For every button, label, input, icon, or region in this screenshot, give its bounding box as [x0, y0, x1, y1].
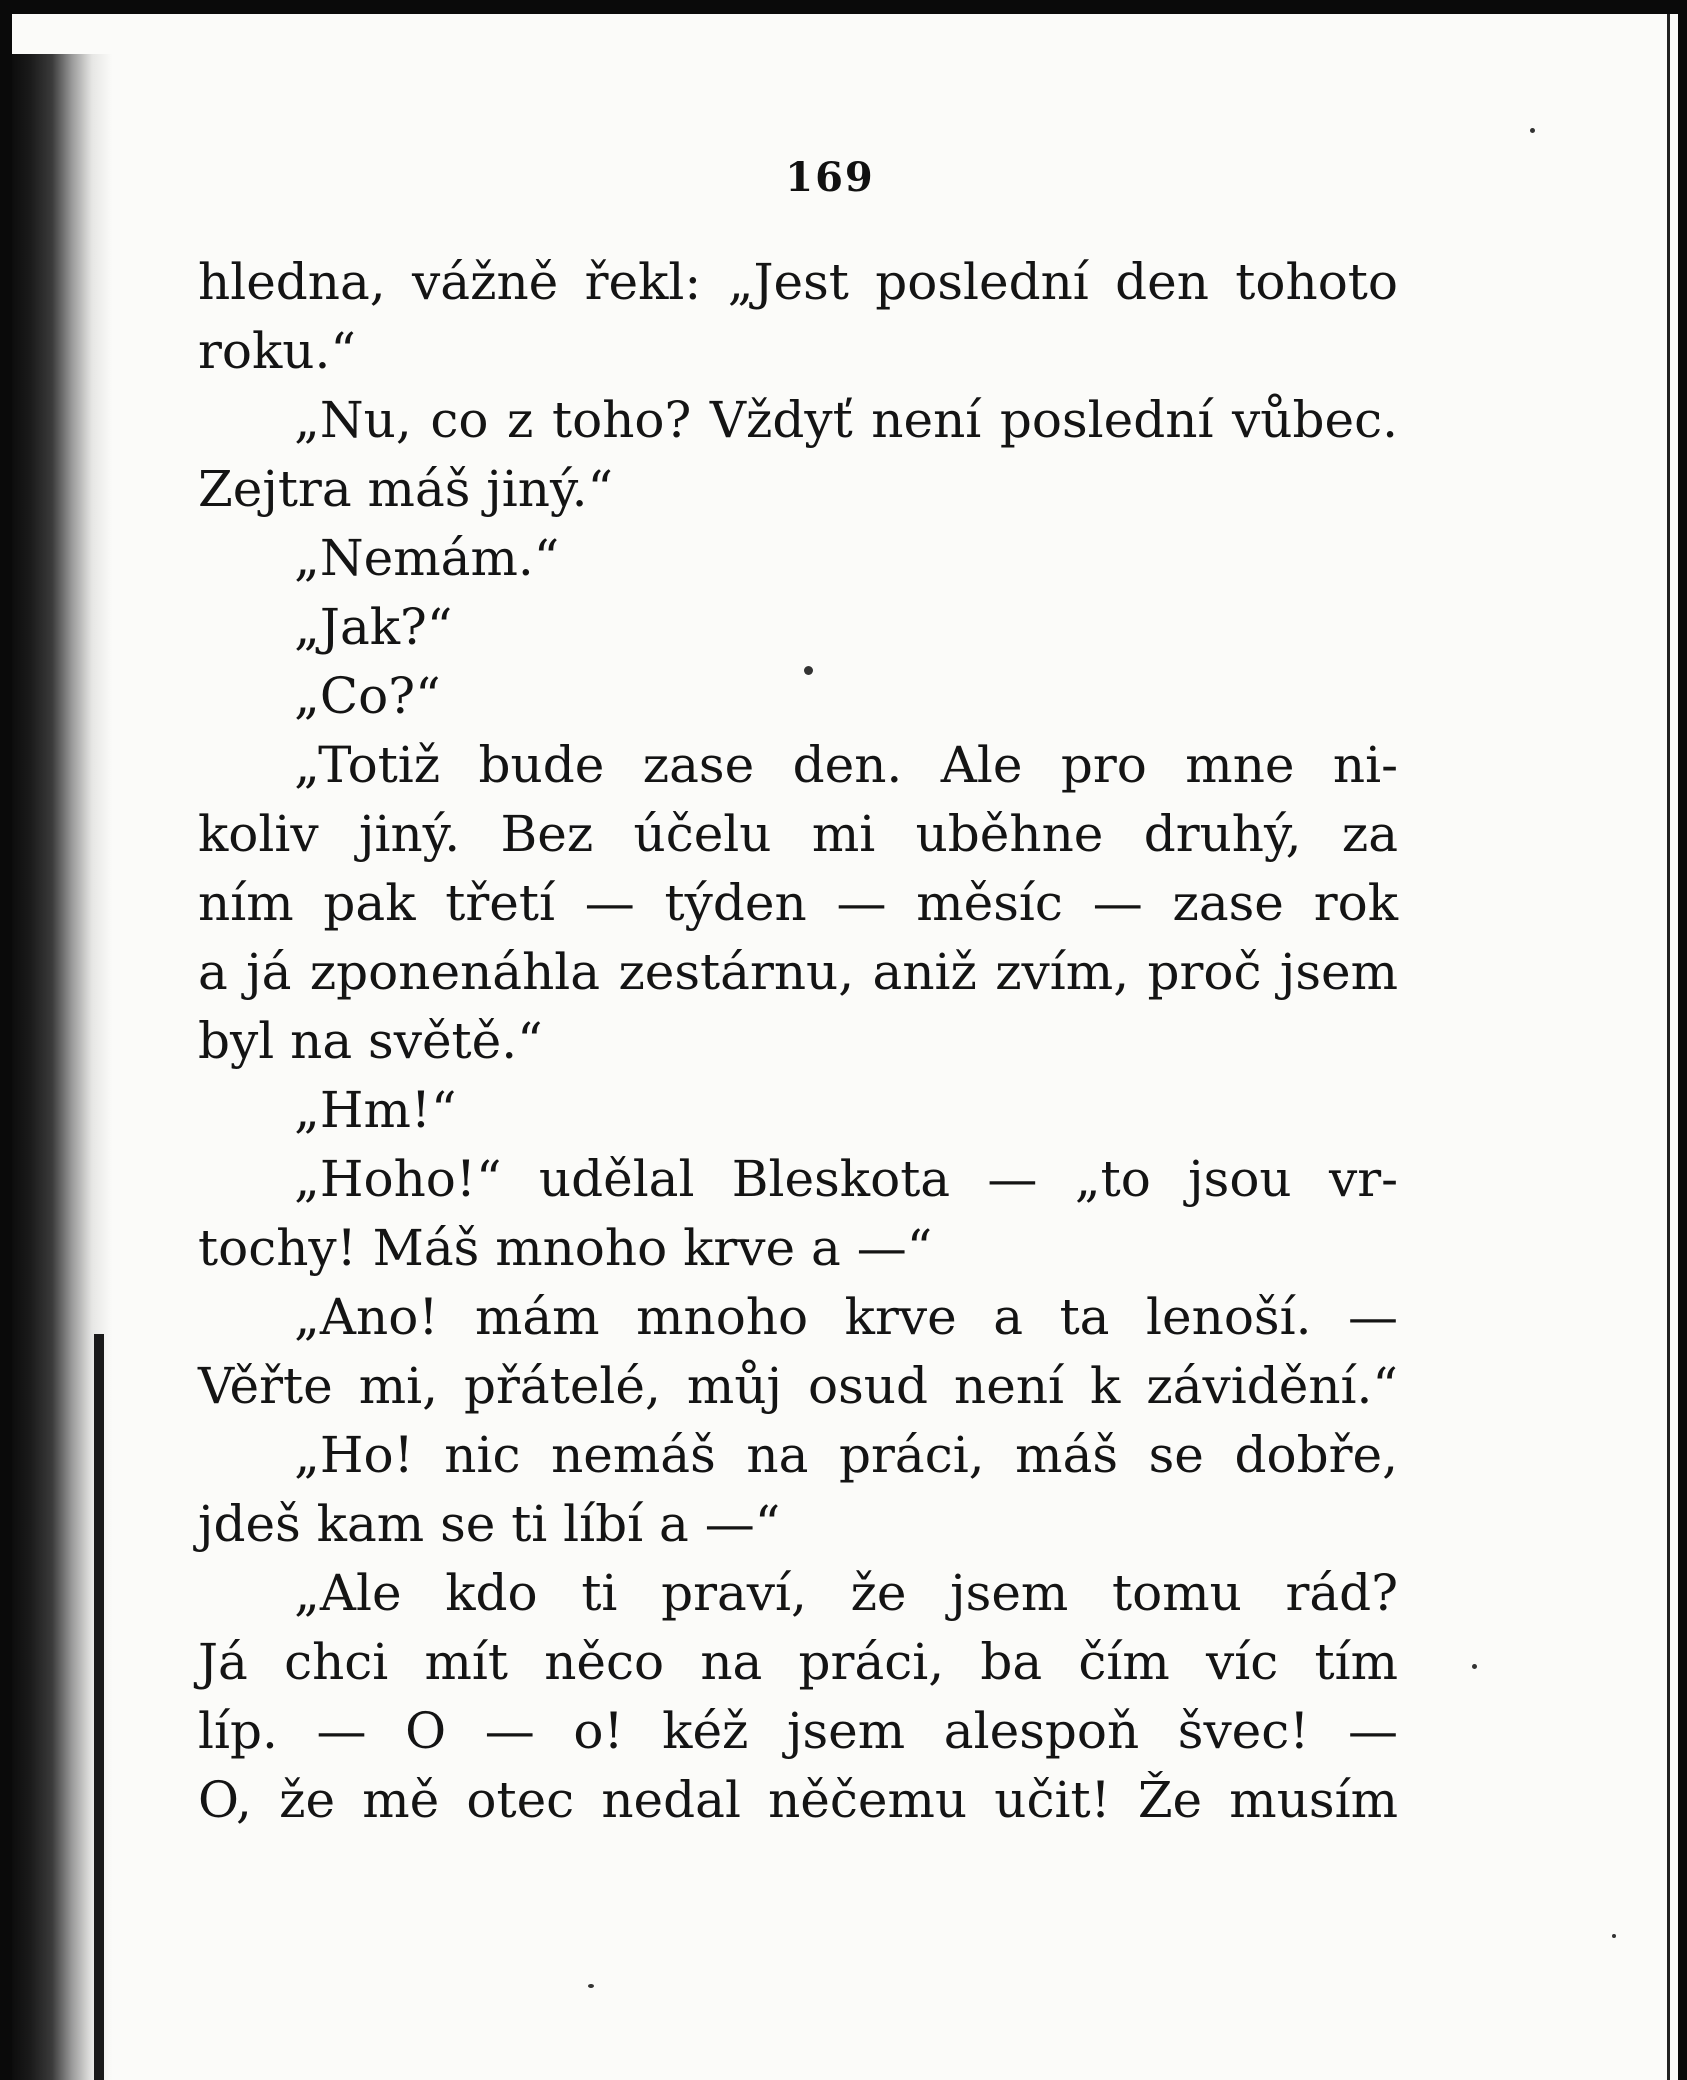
text-line: líp. — O — o! kéž jsem alespoň švec! —: [198, 1702, 1398, 1760]
text-line: „Ano! mám mnoho krve a ta lenoší. —: [294, 1288, 1398, 1346]
text-line: roku.“: [198, 322, 356, 380]
text-line: ním pak třetí — týden — měsíc — zase rok: [198, 874, 1398, 932]
text-line: „Hoho!“ udělal Bleskota — „to jsou vr-: [294, 1150, 1398, 1208]
text-line: Zejtra máš jiný.“: [198, 460, 614, 518]
text-line: a já zponenáhla zestárnu, aniž zvím, proč jsem: [198, 943, 1398, 1001]
text-line: „Hm!“: [294, 1081, 457, 1139]
text-line: „Ale kdo ti praví, že jsem tomu rád?: [294, 1564, 1398, 1622]
text-line: „Totiž bude zase den. Ale pro mne ni-: [294, 736, 1398, 794]
text-line: jdeš kam se ti líbí a —“: [198, 1495, 781, 1553]
page-number: 169: [785, 154, 875, 201]
text-line: „Jak?“: [294, 598, 453, 656]
scan-speck: [804, 666, 813, 675]
text-line: O, že mě otec nedal něčemu učit! Že musím: [198, 1771, 1398, 1829]
scan-speck: [1530, 128, 1535, 133]
scan-speck: [588, 1984, 594, 1988]
text-line: tochy! Máš mnoho krve a —“: [198, 1219, 933, 1277]
text-line: Já chci mít něco na práci, ba čím víc tím: [198, 1633, 1398, 1691]
page-right-edge: [1667, 14, 1670, 2080]
text-line: byl na světě.“: [198, 1012, 543, 1070]
text-line: „Ho! nic nemáš na práci, máš se dobře,: [294, 1426, 1398, 1484]
scan-speck: [1472, 1664, 1477, 1669]
book-page: [12, 14, 1678, 2080]
text-line: hledna, vážně řekl: „Jest poslední den tohoto: [198, 253, 1398, 311]
text-line: „Co?“: [294, 667, 441, 725]
text-line: „Nu, co z toho? Vždyť není poslední vůbec.: [294, 391, 1398, 449]
text-line: Věřte mi, přátelé, můj osud není k závidění.“: [198, 1357, 1398, 1415]
text-line: „Nemám.“: [294, 529, 560, 587]
page-gutter-edge: [94, 1334, 104, 2080]
body-text: [198, 248, 1398, 1835]
text-line: koliv jiný. Bez účelu mi uběhne druhý, za: [198, 805, 1398, 863]
scan-speck: [1612, 1934, 1616, 1938]
